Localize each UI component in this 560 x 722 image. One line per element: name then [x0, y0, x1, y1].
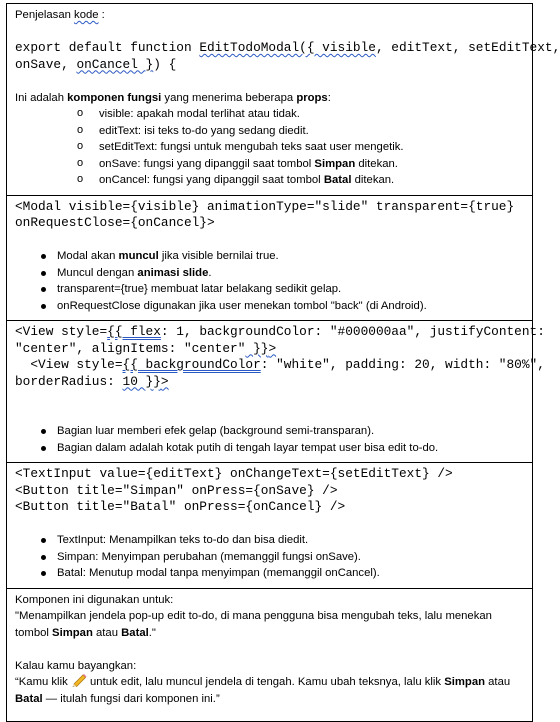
code-line: <TextInput value={editText} onChangeText={setEditText} /> — [15, 466, 453, 481]
list-item: Bagian luar memberi efek gelap (background semi-transparan). — [15, 423, 524, 440]
list-item: TextInput: Menampilkan teks to-do dan bisa diedit. — [15, 532, 524, 549]
pencil-icon — [71, 674, 87, 687]
list-item: transparent={true} membuat latar belakang sedikit gelap. — [15, 281, 524, 298]
controls-notes-list — [15, 532, 524, 582]
code-line: <Button title="Batal" onPress={onCancel} /> — [15, 499, 346, 514]
code-line: <View style={{ backgroundColor: "white", padding: 20, width: "80%", — [15, 357, 545, 372]
list-item: o onSave: fungsi yang dipanggil saat tombol Simpan ditekan. — [15, 156, 524, 173]
section-modal — [7, 195, 532, 321]
heading-word: kode — [74, 9, 99, 21]
heading-colon: : — [98, 9, 105, 21]
section-inputs-buttons — [7, 462, 532, 588]
list-item: Modal akan muncul jika visible bernilai true. — [15, 248, 524, 265]
heading-text: Penjelasan — [15, 9, 75, 21]
list-item: Bagian dalam adalah kotak putih di tengah layar tempat user bisa edit to-do. — [15, 440, 524, 457]
props-list — [15, 106, 524, 189]
code-line: <Modal visible={visible} animationType="slide" transparent={true} — [15, 198, 515, 214]
code-line: "center", alignItems: "center" }}> — [15, 340, 277, 356]
list-item: o onCancel: fungsi yang dipanggil saat tombol Batal ditekan. — [15, 172, 524, 189]
section-heading — [15, 7, 524, 24]
view-notes-list — [15, 423, 524, 456]
list-item: o visible: apakah modal terlihat atau tidak. — [15, 106, 524, 123]
summary-intro: Komponen ini digunakan untuk: — [15, 593, 174, 606]
list-item: onRequestClose digunakan jika user menekan tombol "back" (di Android). — [15, 298, 524, 315]
summary-quote: "Menampilkan jendela pop-up edit to-do, di mana pengguna bisa mengubah teks, lalu menekan tombol Simpan atau Batal." — [15, 610, 492, 639]
list-item: Batal: Menutup modal tanpa menyimpan (memanggil onCancel). — [15, 565, 524, 582]
code-line: onSave, onCancel }) { — [15, 56, 177, 72]
list-item: Simpan: Menyimpan perubahan (memanggil fungsi onSave). — [15, 549, 524, 566]
code-line: <Button title="Simpan" onPress={onSave} /> — [15, 482, 338, 498]
code-line: borderRadius: 10 }}> — [15, 373, 169, 389]
document-table — [6, 3, 560, 722]
intro-text: Ini adalah komponen fungsi yang menerima beberapa props: — [15, 91, 331, 104]
list-item: o setEditText: fungsi untuk mengubah teks saat user mengetik. — [15, 139, 524, 156]
code-line: onRequestClose={onCancel}> — [15, 215, 215, 230]
analogy-quote: “Kamu klik untuk edit, lalu muncul jendela di tengah. Kamu ubah teksnya, lalu klik Simpan atau Batal — itulah fungsi dari komponen ini.” — [15, 676, 511, 705]
modal-notes-list — [15, 248, 524, 314]
section-summary — [7, 588, 532, 722]
analogy-intro: Kalau kamu bayangkan: — [15, 659, 137, 672]
section-function-signature — [7, 4, 560, 195]
code-line: <View style={{ flex: 1, backgroundColor: "#000000aa", justifyContent: — [15, 324, 545, 339]
code-line: export default function EditTodoModal({ visible, editText, setEditText, — [15, 40, 560, 55]
section-view-styles — [7, 320, 545, 462]
list-item: Muncul dengan animasi slide. — [15, 265, 524, 282]
list-item: o editText: isi teks to-do yang sedang diedit. — [15, 123, 524, 140]
